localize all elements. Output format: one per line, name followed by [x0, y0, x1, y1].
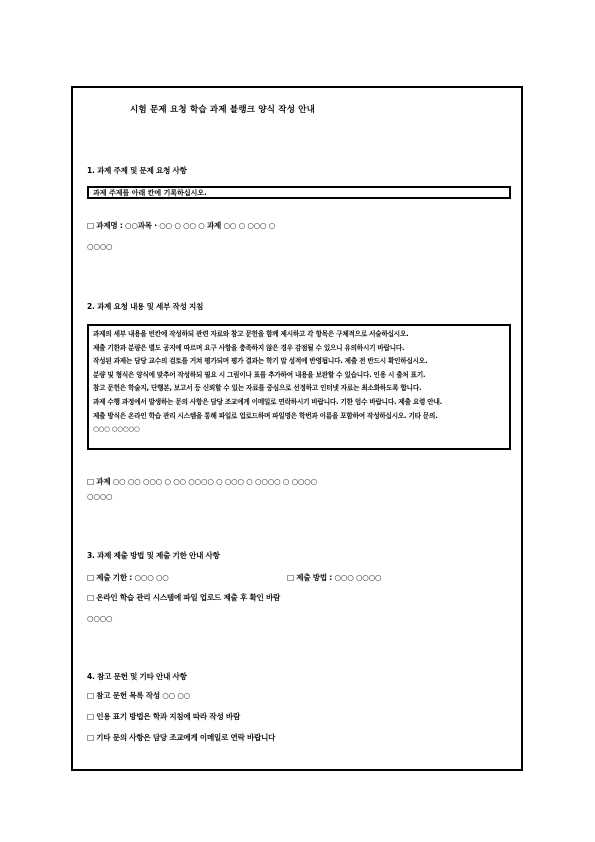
details-line: 제출 방식은 온라인 학습 관리 시스템을 통해 파일로 업로드하며 파일명은 학번과 이름을 포함하여 작성하십시오. 기타 문의. [93, 411, 438, 420]
details-line: 과제 수행 과정에서 발생하는 문의 사항은 담당 조교에게 이메일로 연락하시기 바랍니다. 기한 엄수 바랍니다. 제출 요령 안내. [93, 397, 442, 406]
section4-heading: 4. 참고 문헌 및 기타 안내 사항 [87, 672, 187, 681]
section1-heading: 1. 과제 주제 및 문제 요청 사항 [87, 166, 187, 175]
section3-line1-right: □ 제출 방법 : ○○○ ○○○○ [287, 573, 382, 582]
details-line: 과제의 세부 내용을 빈칸에 작성하되 관련 자료와 참고 문헌을 함께 제시하고 각 항목은 구체적으로 서술하십시오. [93, 330, 409, 338]
section3-line3: ○○○○ [87, 614, 113, 623]
section1-line2: ○○○○ [87, 242, 113, 251]
details-line: 작성된 과제는 담당 교수의 검토를 거쳐 평가되며 평가 결과는 학기 말 성적에 반영됩니다. 제출 전 반드시 확인하십시오. [93, 357, 428, 366]
document-title: 시험 문제 요청 학습 과제 블랭크 양식 작성 안내 [130, 105, 316, 115]
section4-line3: □ 기타 문의 사항은 담당 조교에게 이메일로 연락 바랍니다 [87, 733, 276, 742]
section2-line2: ○○○○ [87, 492, 113, 501]
document-frame [71, 86, 523, 771]
section1-line1: □ 과제명 : ○○과목 · ○○ ○ ○○ ○ 과제 ○○ ○ ○○○ ○ [87, 221, 276, 230]
details-line: ○○○ ○○○○○ [93, 425, 140, 434]
topic-input-box[interactable] [87, 186, 511, 199]
section4-line2: □ 인용 표기 방법은 학과 지침에 따라 작성 바람 [87, 712, 240, 721]
topic-input-value: 과제 주제를 아래 칸에 기록하십시오. [93, 189, 207, 197]
details-line: 제출 기한과 분량은 별도 공지에 따르며 요구 사항을 충족하지 않은 경우 감점될 수 있으니 유의하시기 바랍니다. [93, 343, 405, 352]
section2-line1: □ 과제 ○○ ○○ ○○○ ○ ○○ ○○○○ ○ ○○○ ○ ○○○○ ○ ○○○○ [87, 477, 317, 486]
section4-line1: □ 참고 문헌 목록 작성 ○○ ○○ [87, 691, 191, 700]
section3-line2: □ 온라인 학습 관리 시스템에 파일 업로드 제출 후 확인 바람 [87, 593, 281, 602]
details-line: 분량 및 형식은 양식에 맞추어 작성하되 필요 시 그림이나 표를 추가하여 내용을 보완할 수 있습니다. 인용 시 출처 표기. [93, 370, 426, 379]
section3-line1-left: □ 제출 기한 : ○○○ ○○ [87, 573, 169, 582]
details-text-box[interactable] [87, 324, 511, 450]
details-line: 참고 문헌은 학술지, 단행본, 보고서 등 신뢰할 수 있는 자료를 중심으로 선정하고 인터넷 자료는 최소화하도록 합니다. [93, 384, 422, 393]
section3-heading: 3. 과제 제출 방법 및 제출 기한 안내 사항 [87, 551, 220, 560]
section2-heading: 2. 과제 요청 내용 및 세부 작성 지침 [87, 302, 204, 311]
